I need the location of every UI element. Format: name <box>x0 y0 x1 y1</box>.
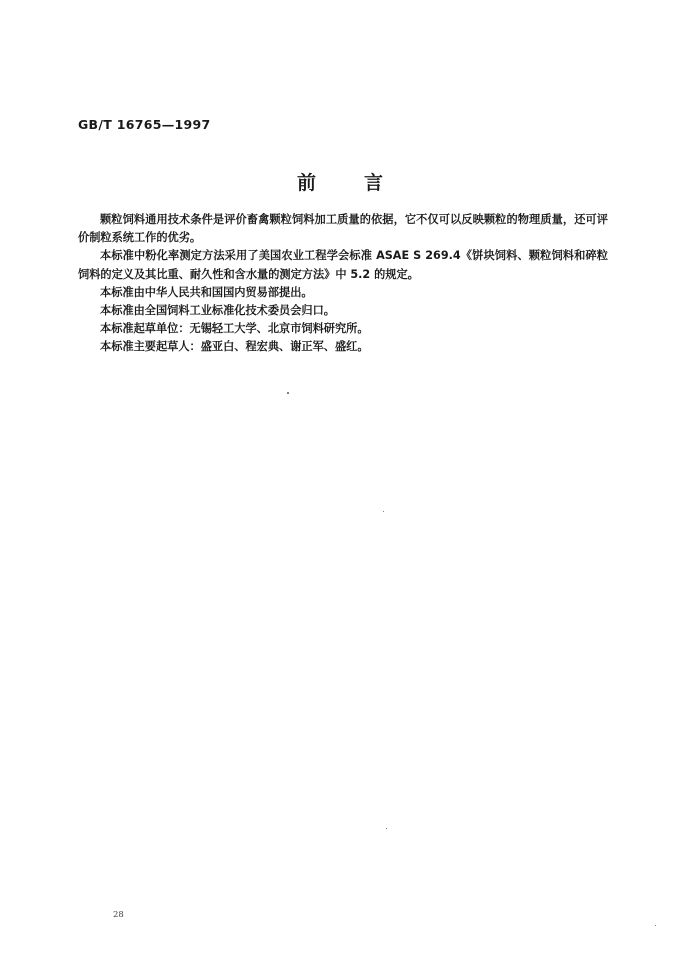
scan-speck <box>386 828 387 829</box>
paragraph-administrator: 本标准由全国饲料工业标准化技术委员会归口。 <box>100 304 335 318</box>
scan-speck <box>287 392 289 394</box>
paragraph-drafting-units: 本标准起草单位：无锡轻工大学、北京市饲料研究所。 <box>100 322 369 336</box>
scan-speck <box>383 511 384 512</box>
paragraph-drafters: 本标准主要起草人：盛亚白、程宏典、谢正军、盛红。 <box>100 340 369 354</box>
paragraph-intro: 颗粒饲料通用技术条件是评价畜禽颗粒饲料加工质量的依据，它不仅可以反映颗粒的物理质量，还可评价制粒系统工作的优劣。 <box>78 213 608 245</box>
page-number: 28 <box>113 910 124 920</box>
paragraph-method-source: 本标准中粉化率测定方法采用了美国农业工程学会标准 ASAE S 269.4《饼块饲料、颗粒饲料和碎粒饲料的定义及其比重、耐久性和含水量的测定方法》中 5.2 的规定。 <box>78 249 608 281</box>
scan-speck <box>655 925 656 926</box>
foreword-body <box>78 211 608 357</box>
paragraph-proposer: 本标准由中华人民共和国国内贸易部提出。 <box>100 285 313 299</box>
page-title: 前言 <box>296 172 431 194</box>
standard-code: GB/T 16765—1997 <box>78 117 211 132</box>
